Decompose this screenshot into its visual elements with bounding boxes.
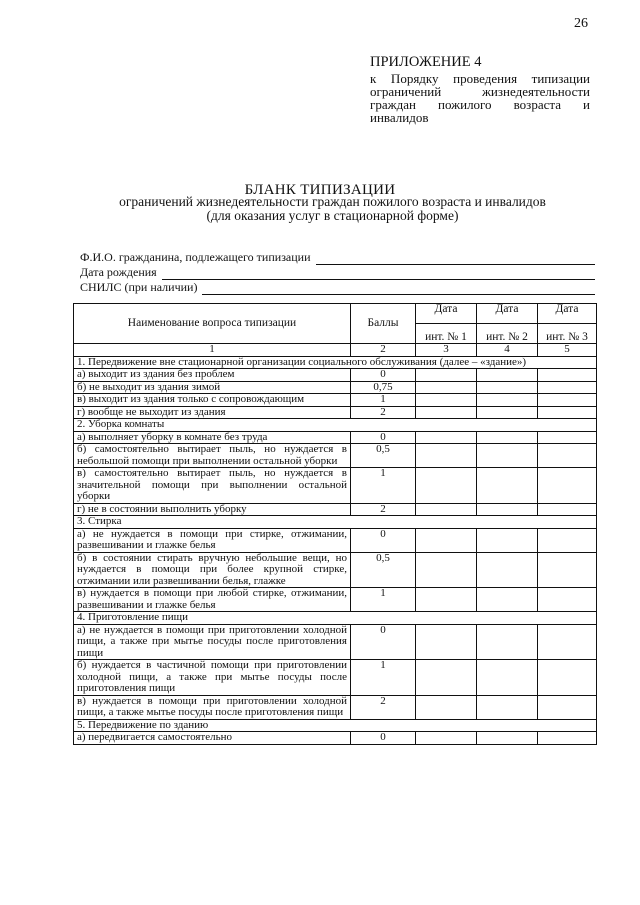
interview-3-cell[interactable] bbox=[538, 369, 597, 382]
interview-2-cell[interactable] bbox=[477, 660, 538, 696]
interview-2-cell[interactable] bbox=[477, 381, 538, 394]
question-text: а) передвигается самостоятельно bbox=[74, 732, 351, 745]
section-title: 1. Передвижение вне стационарной организации социального обслуживания (далее – «здание») bbox=[74, 356, 597, 369]
field-birthdate bbox=[80, 265, 595, 280]
question-text: в) нуждается в помощи при приготовлении холодной пищи, а также мытье посуды после приготовления пищи bbox=[74, 695, 351, 719]
field-snils bbox=[80, 280, 595, 295]
form-subtitle: ограничений жизнедеятельности граждан пожилого возраста и инвалидов (для оказания услуг в стационарной форме) bbox=[119, 194, 546, 223]
appendix-heading: ПРИЛОЖЕНИЕ 4 bbox=[370, 54, 482, 70]
table-row bbox=[74, 695, 597, 719]
interview-3-cell[interactable] bbox=[538, 503, 597, 516]
score-cell: 1 bbox=[351, 468, 416, 504]
question-text: б) в состоянии стирать вручную небольшие вещи, но нуждается в помощи при более крупной стирке, отжимании или развешивании белья, глажке bbox=[74, 552, 351, 588]
table-row bbox=[74, 588, 597, 612]
field-birthdate-line[interactable] bbox=[162, 269, 595, 280]
interview-1-cell[interactable] bbox=[416, 660, 477, 696]
col-number-5: 5 bbox=[538, 344, 597, 357]
header-score: Баллы bbox=[351, 304, 416, 344]
section-row bbox=[74, 719, 597, 732]
header-int-2: инт. № 2 bbox=[477, 324, 538, 344]
section-row bbox=[74, 516, 597, 529]
score-cell: 0 bbox=[351, 369, 416, 382]
col-number-1: 1 bbox=[74, 344, 351, 357]
section-title: 4. Приготовление пищи bbox=[74, 612, 597, 625]
col-number-3: 3 bbox=[416, 344, 477, 357]
table-row bbox=[74, 624, 597, 660]
question-text: в) нуждается в помощи при любой стирке, отжимании, развешивании и глажке белья bbox=[74, 588, 351, 612]
col-number-4: 4 bbox=[477, 344, 538, 357]
interview-3-cell[interactable] bbox=[538, 588, 597, 612]
interview-2-cell[interactable] bbox=[477, 468, 538, 504]
question-text: б) нуждается в частичной помощи при приготовлении холодной пищи, а также при мытье посуды после приготовления пищи bbox=[74, 660, 351, 696]
interview-2-cell[interactable] bbox=[477, 406, 538, 419]
interview-1-cell[interactable] bbox=[416, 468, 477, 504]
interview-2-cell[interactable] bbox=[477, 624, 538, 660]
question-text: а) выполняет уборку в комнате без труда bbox=[74, 431, 351, 444]
table-row bbox=[74, 503, 597, 516]
section-title: 5. Передвижение по зданию bbox=[74, 719, 597, 732]
interview-3-cell[interactable] bbox=[538, 381, 597, 394]
field-fio-line[interactable] bbox=[316, 254, 595, 265]
interview-3-cell[interactable] bbox=[538, 552, 597, 588]
header-int-3: инт. № 3 bbox=[538, 324, 597, 344]
field-fio-label: Ф.И.О. гражданина, подлежащего типизации bbox=[80, 250, 311, 264]
table-row bbox=[74, 528, 597, 552]
interview-3-cell[interactable] bbox=[538, 732, 597, 745]
question-text: а) выходит из здания без проблем bbox=[74, 369, 351, 382]
section-title: 3. Стирка bbox=[74, 516, 597, 529]
interview-2-cell[interactable] bbox=[477, 588, 538, 612]
interview-3-cell[interactable] bbox=[538, 695, 597, 719]
interview-1-cell[interactable] bbox=[416, 381, 477, 394]
interview-2-cell[interactable] bbox=[477, 732, 538, 745]
table-body bbox=[74, 356, 597, 744]
score-cell: 1 bbox=[351, 588, 416, 612]
field-birthdate-label: Дата рождения bbox=[80, 265, 157, 279]
interview-1-cell[interactable] bbox=[416, 369, 477, 382]
score-cell: 0 bbox=[351, 624, 416, 660]
table-row bbox=[74, 381, 597, 394]
form-title: БЛАНК ТИПИЗАЦИИ bbox=[244, 182, 396, 198]
question-text: а) не нуждается в помощи при приготовлении холодной пищи, а также при мытье посуды после приготовления пищи bbox=[74, 624, 351, 660]
header-question: Наименование вопроса типизации bbox=[74, 304, 351, 344]
table-row bbox=[74, 394, 597, 407]
interview-2-cell[interactable] bbox=[477, 444, 538, 468]
interview-1-cell[interactable] bbox=[416, 732, 477, 745]
interview-3-cell[interactable] bbox=[538, 406, 597, 419]
appendix-body: к Порядку проведения типизации ограничений жизнедеятельности граждан пожилого возраста и инвалидов bbox=[370, 71, 590, 125]
interview-2-cell[interactable] bbox=[477, 528, 538, 552]
interview-2-cell[interactable] bbox=[477, 552, 538, 588]
score-cell: 1 bbox=[351, 660, 416, 696]
interview-1-cell[interactable] bbox=[416, 552, 477, 588]
interview-1-cell[interactable] bbox=[416, 431, 477, 444]
table-row bbox=[74, 552, 597, 588]
interview-2-cell[interactable] bbox=[477, 695, 538, 719]
field-snils-line[interactable] bbox=[202, 284, 595, 295]
interview-1-cell[interactable] bbox=[416, 624, 477, 660]
interview-1-cell[interactable] bbox=[416, 588, 477, 612]
typization-table bbox=[73, 303, 597, 745]
score-cell: 2 bbox=[351, 695, 416, 719]
score-cell: 0,75 bbox=[351, 381, 416, 394]
header-date-3: Дата bbox=[538, 304, 597, 324]
field-snils-label: СНИЛС (при наличии) bbox=[80, 280, 198, 294]
interview-3-cell[interactable] bbox=[538, 660, 597, 696]
question-text: в) самостоятельно вытирает пыль, но нуждается в значительной помощи при выполнении остальной уборки bbox=[74, 468, 351, 504]
score-cell: 0,5 bbox=[351, 552, 416, 588]
table-row bbox=[74, 468, 597, 504]
table-row bbox=[74, 406, 597, 419]
interview-2-cell[interactable] bbox=[477, 431, 538, 444]
question-text: б) не выходит из здания зимой bbox=[74, 381, 351, 394]
table-row bbox=[74, 444, 597, 468]
interview-1-cell[interactable] bbox=[416, 444, 477, 468]
interview-1-cell[interactable] bbox=[416, 394, 477, 407]
header-date-2: Дата bbox=[477, 304, 538, 324]
score-cell: 0,5 bbox=[351, 444, 416, 468]
header-int-1: инт. № 1 bbox=[416, 324, 477, 344]
question-text: г) вообще не выходит из здания bbox=[74, 406, 351, 419]
interview-3-cell[interactable] bbox=[538, 624, 597, 660]
score-cell: 2 bbox=[351, 503, 416, 516]
question-text: б) самостоятельно вытирает пыль, но нуждается в небольшой помощи при выполнении остальной уборки bbox=[74, 444, 351, 468]
question-text: в) выходит из здания только с сопровождающим bbox=[74, 394, 351, 407]
table-row bbox=[74, 660, 597, 696]
table-row bbox=[74, 369, 597, 382]
col-number-2: 2 bbox=[351, 344, 416, 357]
section-row bbox=[74, 356, 597, 369]
interview-2-cell[interactable] bbox=[477, 394, 538, 407]
score-cell: 0 bbox=[351, 528, 416, 552]
section-row bbox=[74, 612, 597, 625]
question-text: г) не в состоянии выполнить уборку bbox=[74, 503, 351, 516]
interview-3-cell[interactable] bbox=[538, 431, 597, 444]
field-fio bbox=[80, 250, 595, 265]
score-cell: 0 bbox=[351, 431, 416, 444]
table-row bbox=[74, 732, 597, 745]
interview-1-cell[interactable] bbox=[416, 406, 477, 419]
interview-1-cell[interactable] bbox=[416, 528, 477, 552]
score-cell: 0 bbox=[351, 732, 416, 745]
interview-3-cell[interactable] bbox=[538, 468, 597, 504]
question-text: а) не нуждается в помощи при стирке, отжимании, развешивании и глажке белья bbox=[74, 528, 351, 552]
page-number: 26 bbox=[574, 16, 588, 31]
score-cell: 2 bbox=[351, 406, 416, 419]
interview-3-cell[interactable] bbox=[538, 394, 597, 407]
section-title: 2. Уборка комнаты bbox=[74, 419, 597, 432]
score-cell: 1 bbox=[351, 394, 416, 407]
section-row bbox=[74, 419, 597, 432]
header-date-1: Дата bbox=[416, 304, 477, 324]
appendix-block bbox=[370, 56, 590, 124]
interview-1-cell[interactable] bbox=[416, 503, 477, 516]
table-row bbox=[74, 431, 597, 444]
interview-3-cell[interactable] bbox=[538, 528, 597, 552]
interview-2-cell[interactable] bbox=[477, 503, 538, 516]
interview-3-cell[interactable] bbox=[538, 444, 597, 468]
interview-2-cell[interactable] bbox=[477, 369, 538, 382]
interview-1-cell[interactable] bbox=[416, 695, 477, 719]
